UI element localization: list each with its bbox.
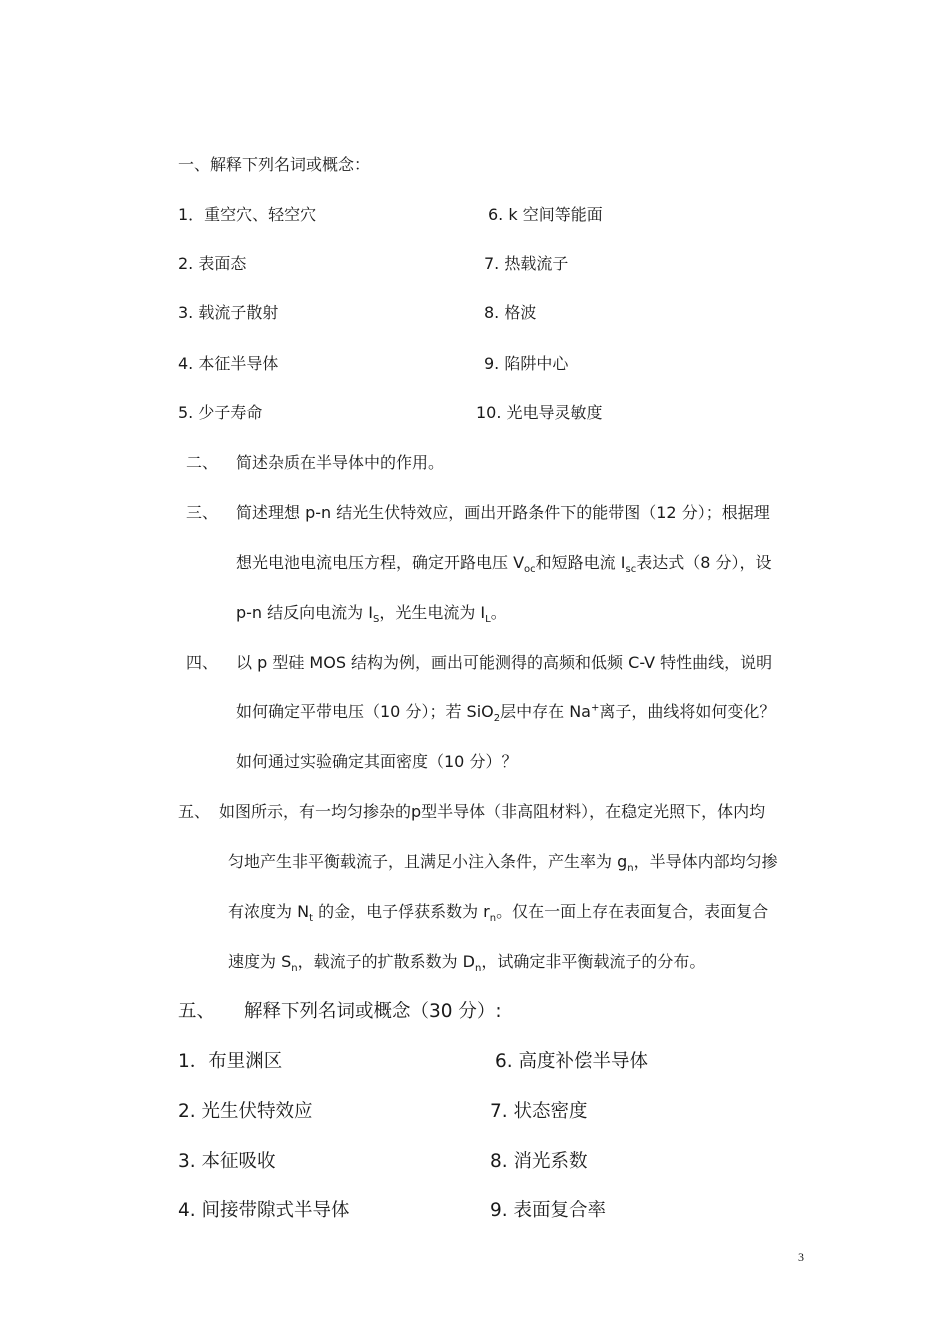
section1-heading: 一、解释下列名词或概念： [178,155,371,174]
term-item: 4. 本征半导体 [178,354,279,373]
term-item: 8. 消光系数 [490,1151,588,1172]
section2-number: 二、 [186,453,219,472]
section6-number: 五、 [178,1001,216,1022]
section6-heading: 解释下列名词或概念（30 分）: [244,1001,502,1022]
section4-line1: 以 p 型硅 MOS 结构为例，画出可能测得的高频和低频 C-V 特性曲线，说明 [236,653,773,672]
section4-line2: 如何确定平带电压（10 分）；若 SiO$_2$层中存在 Na+离子，曲线将如何变化？ [236,702,776,725]
section3-line1: 简述理想 p-n 结光生伏特效应，画出开路条件下的能带图（12 分）；根据理 [236,503,770,522]
section2-text: 简述杂质在半导体中的作用。 [236,453,445,472]
section5-line3: 有浓度为 $N_t$ 的金，电子俘获系数为 $r_n$。仅在一面上存在表面复合，表面复合 [228,902,769,925]
section5-number: 五、 [178,802,211,821]
term-item: 6. k 空间等能面 [488,205,603,224]
term-item: 2. 光生伏特效应 [178,1101,313,1122]
section3-line3: p-n 结反向电流为 $I_S$，光生电流为 $I_L$。 [236,603,507,626]
term-item: 9. 表面复合率 [490,1200,607,1221]
section5-line1: 如图所示，有一均匀掺杂的p型半导体（非高阻材料），在稳定光照下，体内均 [219,802,766,821]
page-number: 3 [798,1250,804,1264]
term-item: 6. 高度补偿半导体 [495,1051,649,1072]
term-item: 7. 热载流子 [484,254,569,273]
section5-line4: 速度为 $S_n$，载流子的扩散系数为 $D_n$，试确定非平衡载流子的分布。 [228,952,706,975]
term-item: 1．布里渊区 [178,1051,283,1072]
term-item: 1．重空穴、轻空穴 [178,205,317,224]
section3-line2: 想光电池电流电压方程，确定开路电压 $V_{oc}$和短路电流 $I_{sc}$表达式（8 分），设 [236,553,772,576]
section5-line2: 匀地产生非平衡载流子，且满足小注入条件，产生率为 $g_n$，半导体内部均匀掺 [228,852,778,875]
term-item: 3. 载流子散射 [178,303,279,322]
term-item: 10. 光电导灵敏度 [476,403,603,422]
term-item: 7. 状态密度 [490,1101,588,1122]
term-item: 9. 陷阱中心 [484,354,569,373]
term-item: 8. 格波 [484,303,537,322]
term-item: 4. 间接带隙式半导体 [178,1200,350,1221]
term-item: 2. 表面态 [178,254,247,273]
term-item: 5. 少子寿命 [178,403,263,422]
term-item: 3. 本征吸收 [178,1151,276,1172]
section3-number: 三、 [186,503,219,522]
section4-line3: 如何通过实验确定其面密度（10 分）？ [236,752,518,771]
section4-number: 四、 [186,653,219,672]
